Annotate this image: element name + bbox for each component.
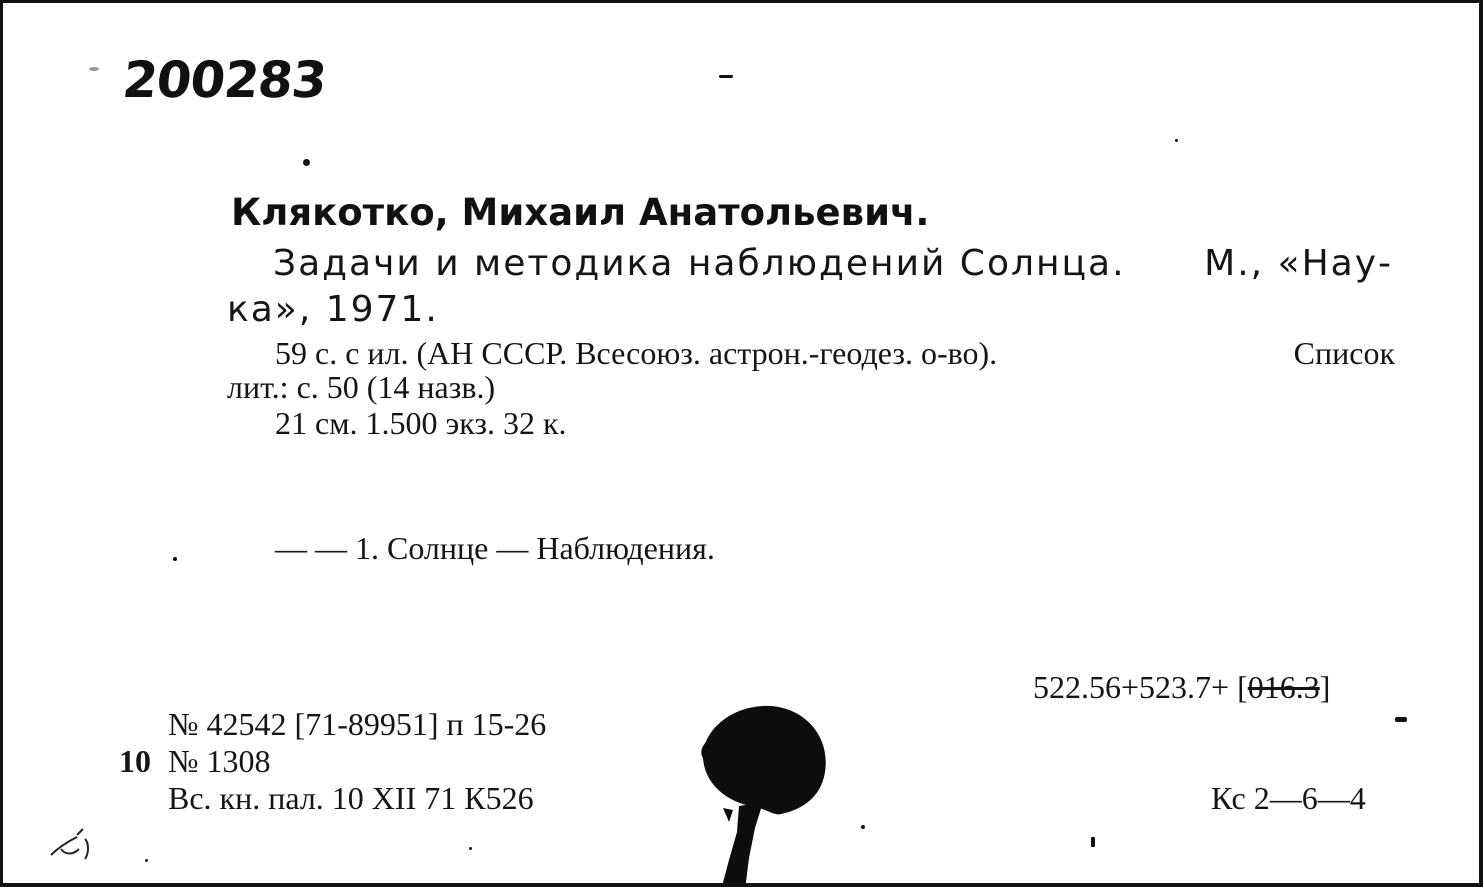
classification-struck: 016.3 [1247, 669, 1320, 705]
scan-speck [145, 859, 148, 862]
scan-speck [1395, 717, 1407, 722]
classification-end: ] [1319, 669, 1331, 705]
classification-index [1033, 669, 1330, 706]
title-text: Задачи и методика наблюдений Солнца. [273, 243, 1126, 284]
author-heading: Клякотко, Михаил Анатольевич. [231, 191, 930, 234]
scan-speck [861, 825, 865, 829]
size-line: 21 см. 1.500 экз. 32 к. [275, 405, 567, 441]
title-line-1 [273, 243, 1393, 284]
subject-heading: — — 1. Солнце — Наблюдения. [275, 530, 715, 566]
card-code: Кс 2—6—4 [1211, 780, 1366, 816]
bibliography-label: Список [1293, 335, 1395, 371]
scan-speck [303, 159, 310, 166]
handwritten-mark [47, 825, 97, 865]
scan-speck [1175, 139, 1178, 142]
scan-speck [89, 67, 99, 71]
title-line-2: ка», 1971. [227, 289, 439, 330]
record-line-3: Вс. кн. пал. 10 XII 71 К526 [168, 780, 534, 816]
publisher-start: М., «Нау- [1204, 243, 1393, 284]
extent-line-2: лит.: с. 50 (14 назв.) [227, 369, 496, 405]
record-line-1: № 42542 [71-89951] п 15-26 [168, 706, 547, 742]
scan-speck [173, 557, 177, 561]
extent-text: 59 с. с ил. (АН СССР. Всесоюз. астрон.-геодез. о-во). [275, 335, 998, 371]
extent-line-1 [275, 335, 1395, 372]
scan-speck [719, 75, 733, 78]
inventory-number: 200283 [119, 51, 329, 109]
record-line-2: № 1308 [168, 743, 271, 779]
ink-blot [693, 698, 843, 887]
classification-main: 522.56+523.7+ [ [1033, 669, 1248, 705]
record-prefix: 10 [119, 743, 151, 779]
scan-speck [1091, 837, 1095, 847]
scan-speck [469, 847, 472, 850]
